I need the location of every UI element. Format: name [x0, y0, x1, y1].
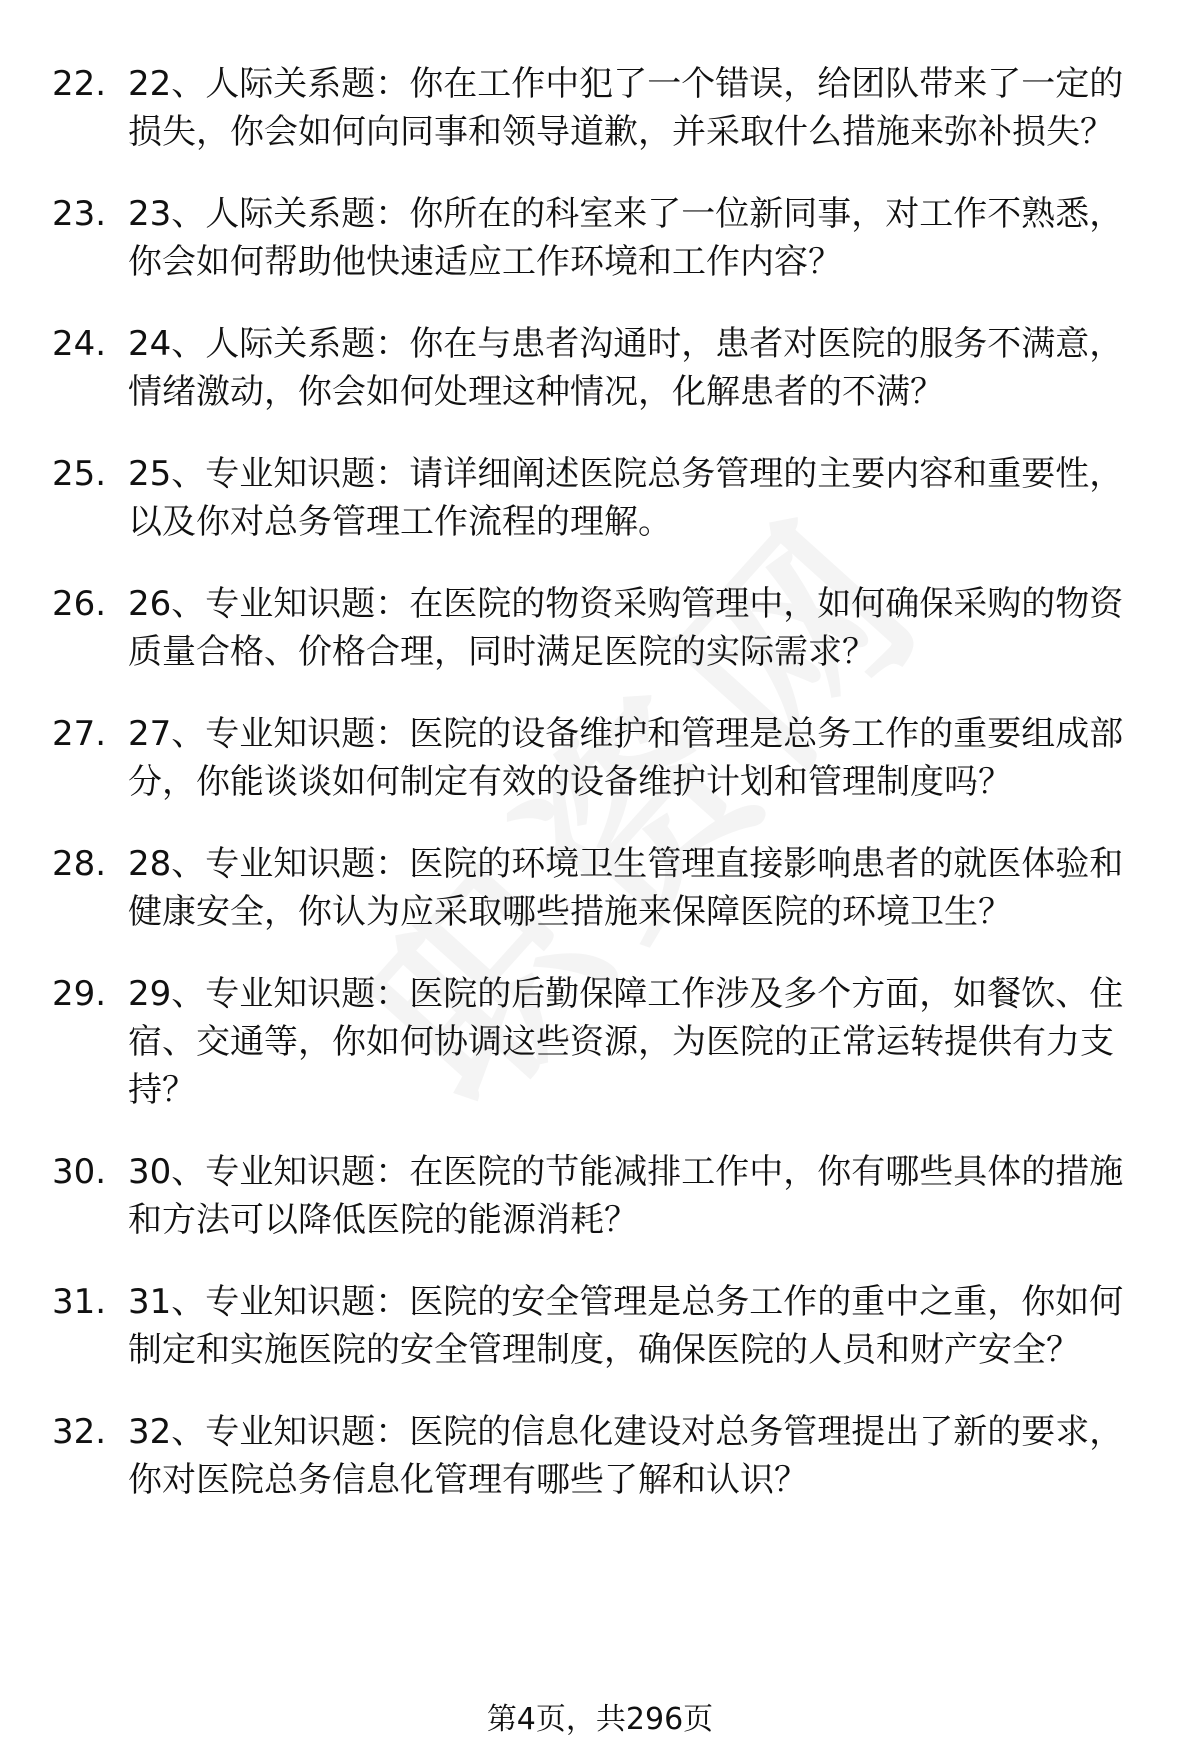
question-number: 31. — [52, 1282, 107, 1322]
question-number: 30. — [52, 1152, 107, 1192]
question-text: 25、专业知识题：请详细阐述医院总务管理的主要内容和重要性，以及你对总务管理工作流程的理解。 — [128, 454, 1124, 542]
question-number: 32. — [52, 1412, 107, 1452]
question-number: 29. — [52, 974, 107, 1014]
question-text: 28、专业知识题：医院的环境卫生管理直接影响患者的就医体验和健康安全，你认为应采取哪些措施来保障医院的环境卫生？ — [128, 844, 1124, 932]
question-item — [52, 580, 1152, 676]
question-text: 24、人际关系题：你在与患者沟通时，患者对医院的服务不满意，情绪激动，你会如何处理这种情况，化解患者的不满？ — [128, 324, 1124, 412]
question-number: 26. — [52, 584, 107, 624]
question-text: 26、专业知识题：在医院的物资采购管理中，如何确保采购的物资质量合格、价格合理，同时满足医院的实际需求？ — [128, 584, 1124, 672]
question-list — [52, 60, 1152, 1538]
question-number: 28. — [52, 844, 107, 884]
question-text: 23、人际关系题：你所在的科室来了一位新同事，对工作不熟悉，你会如何帮助他快速适应工作环境和工作内容？ — [128, 194, 1124, 282]
question-text: 30、专业知识题：在医院的节能减排工作中，你有哪些具体的措施和方法可以降低医院的能源消耗？ — [128, 1152, 1124, 1240]
question-text: 22、人际关系题：你在工作中犯了一个错误，给团队带来了一定的损失，你会如何向同事和领导道歉，并采取什么措施来弥补损失？ — [128, 64, 1124, 152]
question-number: 23. — [52, 194, 107, 234]
question-item — [52, 1148, 1152, 1244]
question-item — [52, 710, 1152, 806]
question-item — [52, 1278, 1152, 1374]
question-item — [52, 840, 1152, 936]
question-item — [52, 970, 1152, 1114]
question-number: 22. — [52, 64, 107, 104]
question-number: 25. — [52, 454, 107, 494]
question-number: 27. — [52, 714, 107, 754]
page-footer: 第4页，共296页 — [486, 1702, 714, 1737]
question-number: 24. — [52, 324, 107, 364]
question-text: 29、专业知识题：医院的后勤保障工作涉及多个方面，如餐饮、住宿、交通等，你如何协调这些资源，为医院的正常运转提供有力支持？ — [128, 974, 1124, 1110]
question-item — [52, 450, 1152, 546]
question-text: 31、专业知识题：医院的安全管理是总务工作的重中之重，你如何制定和实施医院的安全管理制度，确保医院的人员和财产安全？ — [128, 1282, 1124, 1370]
question-item — [52, 320, 1152, 416]
question-text: 27、专业知识题：医院的设备维护和管理是总务工作的重要组成部分，你能谈谈如何制定有效的设备维护计划和管理制度吗？ — [128, 714, 1124, 802]
question-item — [52, 60, 1152, 156]
question-item — [52, 1408, 1152, 1504]
question-item — [52, 190, 1152, 286]
question-text: 32、专业知识题：医院的信息化建设对总务管理提出了新的要求，你对医院总务信息化管理有哪些了解和认识？ — [128, 1412, 1124, 1500]
